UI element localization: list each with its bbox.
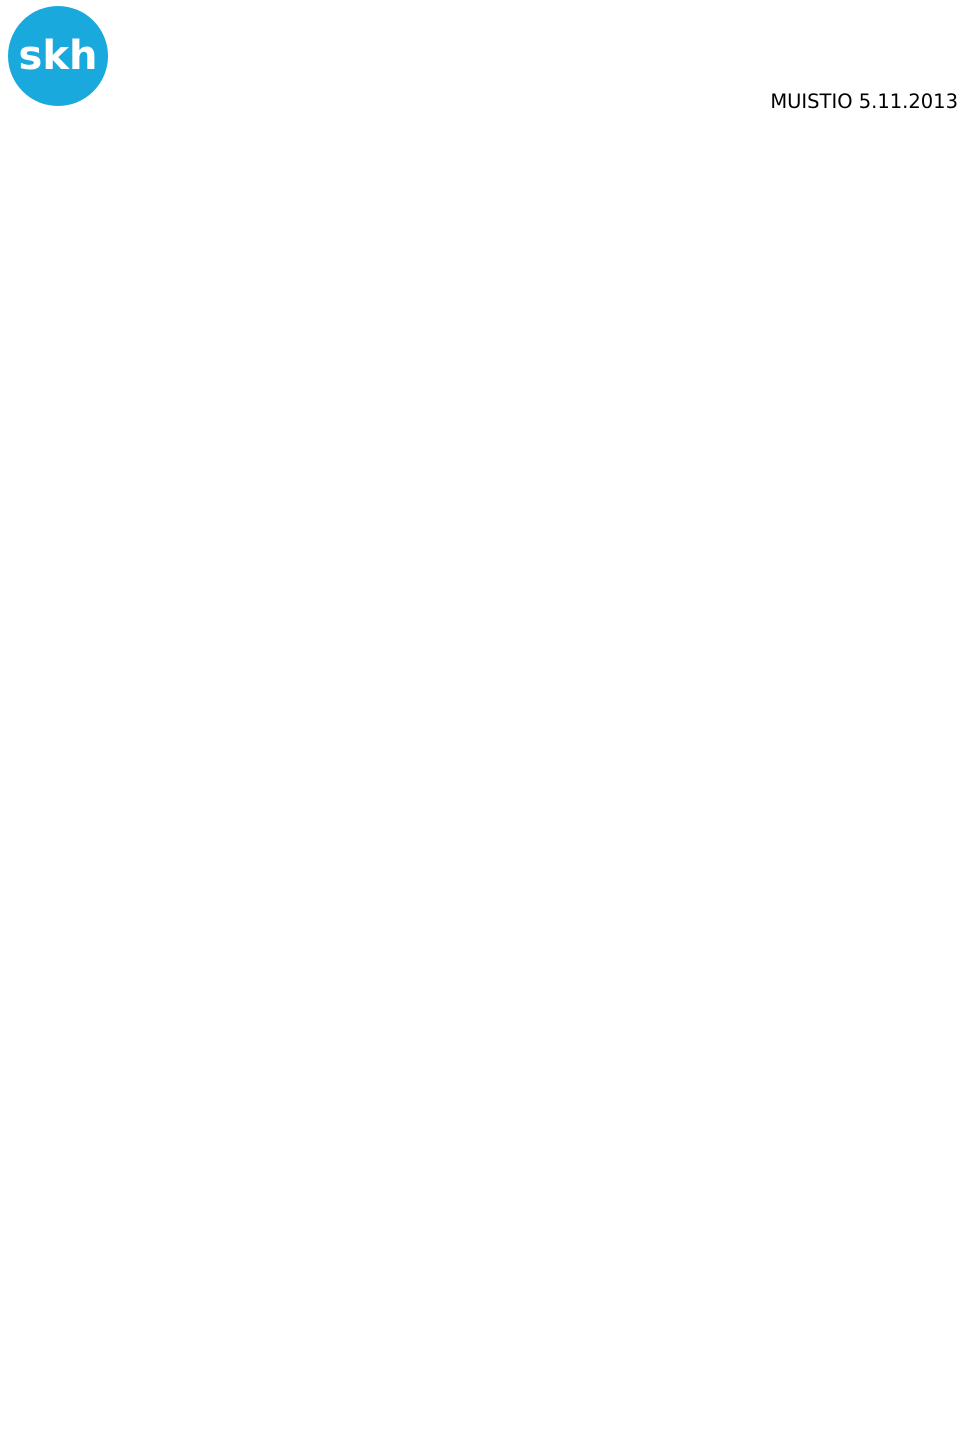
memo-date: MUISTIO 5.11.2013: [770, 90, 958, 113]
skh-logo-text: skh: [18, 33, 98, 79]
